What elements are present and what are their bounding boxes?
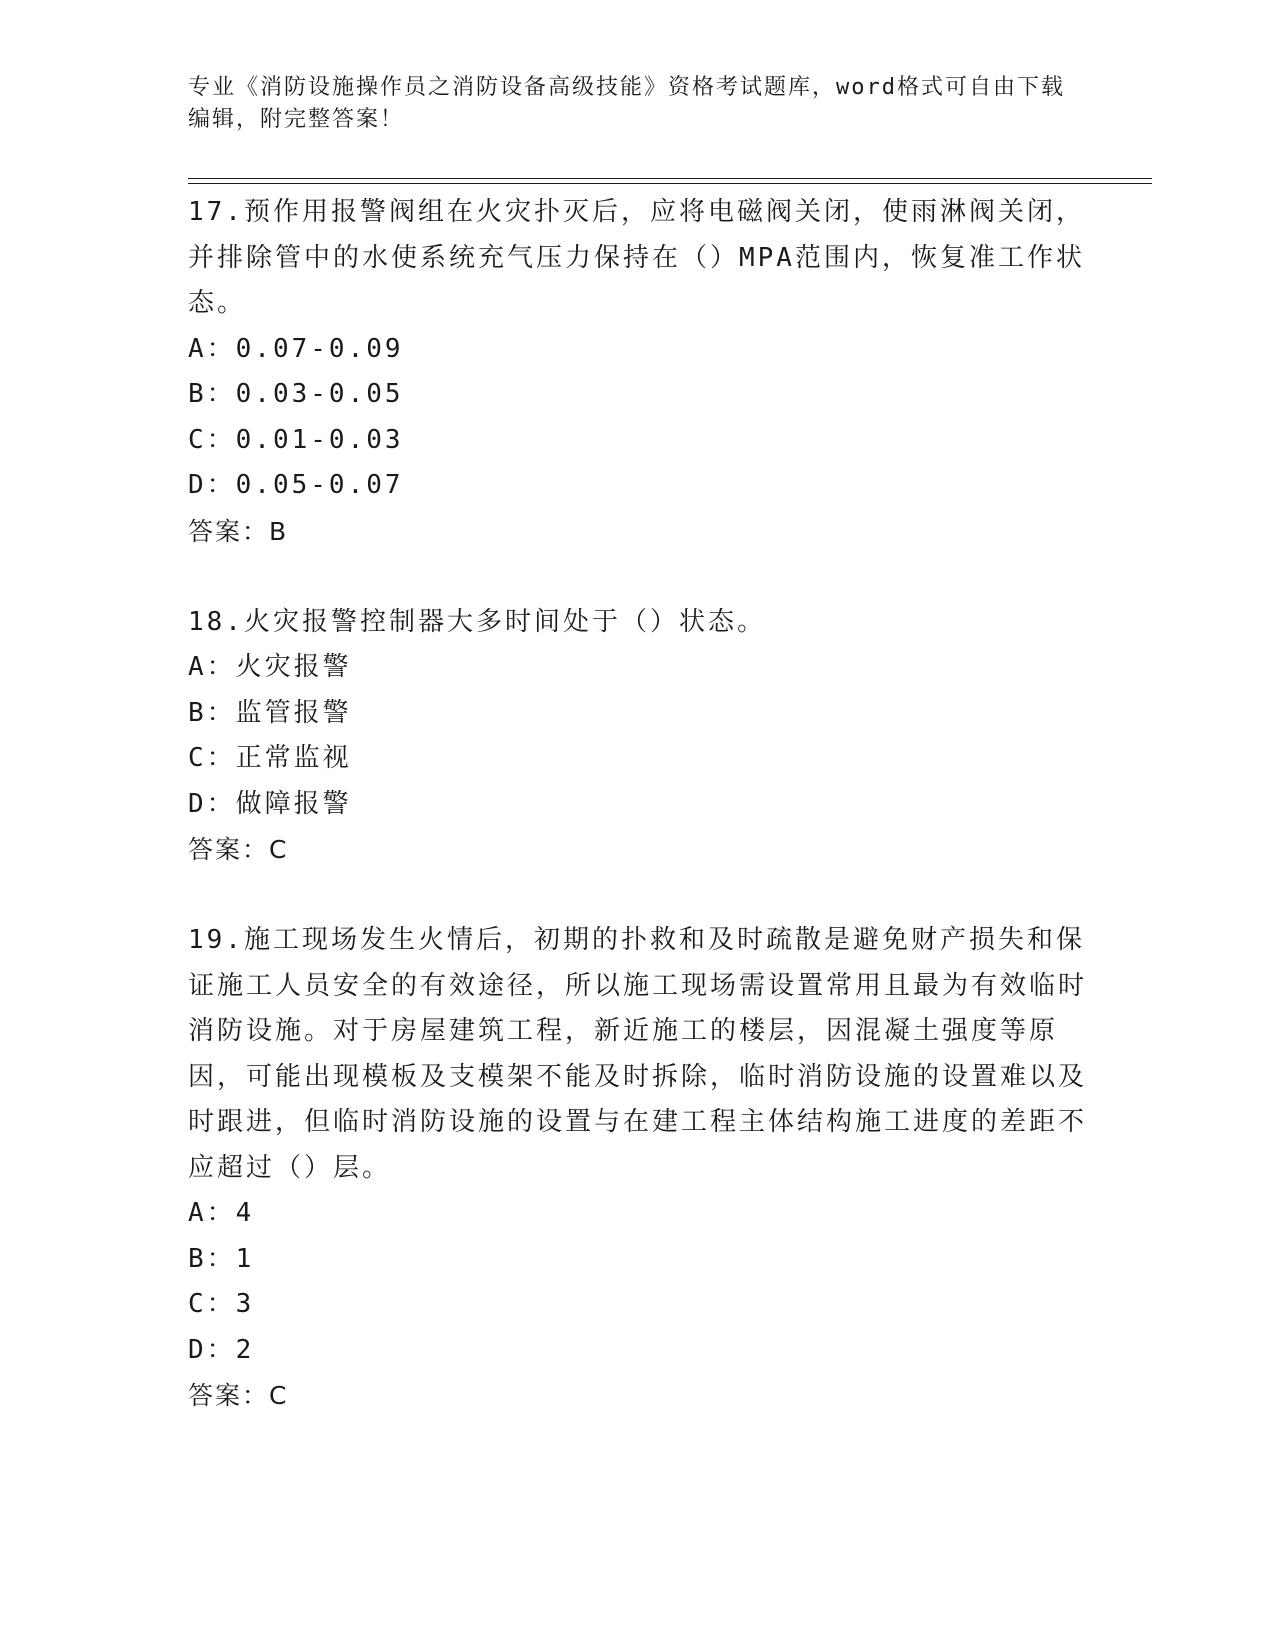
question-stem: 18.火灾报警控制器大多时间处于（）状态。 (188, 606, 766, 637)
option-a: A：0.07-0.09 (188, 333, 404, 364)
option-b: B：监管报警 (188, 697, 352, 728)
option-a: A：4 (188, 1198, 255, 1228)
question-18 (188, 600, 1108, 873)
question-stem: 19.施工现场发生火情后，初期的扑救和及时疏散是避免财产损失和保证施工人员安全的有效途径，所以施工现场需设置常用且最为有效临时消防设施。对于房屋建筑工程，新近施工的楼层，因混凝土强度等原因，可能出现模板及支模架不能及时拆除，临时消防设施的设置难以及时跟进，但临时消防设施的设置与在建工程主体结构施工进度的差距不应超过（）层。 (188, 925, 1088, 1183)
question-17 (188, 190, 1108, 554)
answer-line: 答案：B (188, 516, 289, 546)
option-d: D：0.05-0.07 (188, 470, 404, 500)
question-19 (188, 918, 1108, 1419)
option-d: D：做障报警 (188, 788, 352, 819)
document-header: 专业《消防设施操作员之消防设备高级技能》资格考试题库，word格式可自由下载编辑，附完整答案！ (188, 75, 1065, 132)
option-b: B：0.03-0.05 (188, 379, 404, 409)
header-divider-bottom (188, 183, 1152, 184)
header-divider-top (188, 178, 1152, 179)
answer-line: 答案：C (188, 1381, 289, 1410)
option-c: C：3 (188, 1289, 255, 1319)
option-c: C：正常监视 (188, 743, 352, 773)
option-d: D：2 (188, 1334, 255, 1365)
option-b: B：1 (188, 1243, 255, 1274)
option-a: A：火灾报警 (188, 652, 352, 682)
option-c: C：0.01-0.03 (188, 424, 404, 455)
question-stem: 17.预作用报警阀组在火灾扑灭后，应将电磁阀关闭，使雨淋阀关闭，并排除管中的水使系统充气压力保持在（）MPA范围内，恢复准工作状态。 (188, 197, 1085, 318)
answer-line: 答案：C (188, 835, 289, 864)
question-list (188, 190, 1108, 1419)
